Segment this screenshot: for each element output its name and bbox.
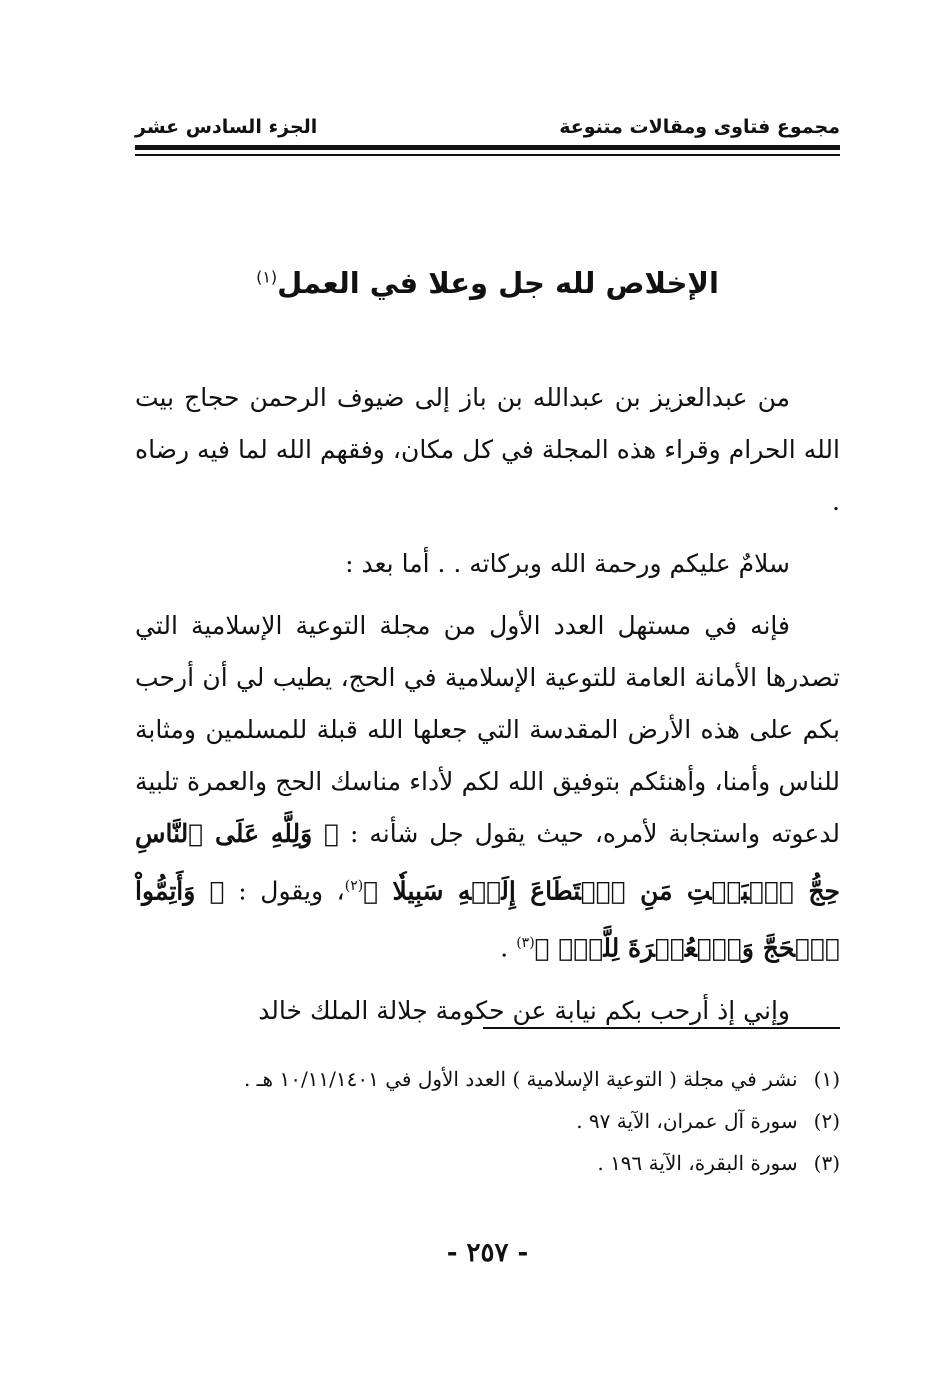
footnote-item <box>135 1060 840 1098</box>
quran-verse-1: ﴿ وَلِلَّهِ عَلَى ٱلنَّاسِ حِجُّ ٱلۡبَيۡتِ مَنِ ٱسۡتَطَاعَ إِلَيۡهِ سَبِيلٗا ﴾ <box>135 819 840 906</box>
footnote-item <box>135 1102 840 1140</box>
footnote-number: (٢) <box>813 1109 840 1133</box>
header-rule-thin <box>135 154 840 156</box>
footnote-mark-2: (٢) <box>344 878 364 894</box>
title-footnote-mark: (١) <box>256 267 278 287</box>
paragraph-welcome <box>135 600 840 975</box>
paragraph-welcome-text: فإنه في مستهل العدد الأول من مجلة التوعية الإسلامية التي تصدرها الأمانة العامة للتوعية الإسلامية في الحج، يطيب لي أن أرحب بكم على هذه الأرض المقدسة التي جعلها الله قبلة للمسلمين ومثابة للناس وأمنا، وأهنئكم بتوفيق الله لكم لأداء مناسك الحج والعمرة تلبية لدعوته واستجابة لأمره، حيث يقول جل شأنه : <box>135 611 841 848</box>
footnote-number: (١) <box>813 1067 840 1091</box>
footnote-text: سورة آل عمران، الآية ٩٧ . <box>576 1109 798 1133</box>
footnote-mark-3: (٣) <box>516 935 535 952</box>
footnote-number: (٣) <box>813 1151 840 1175</box>
footnotes <box>135 1060 840 1186</box>
footnote-text: سورة البقرة، الآية ١٩٦ . <box>597 1151 798 1175</box>
paragraph-welcome-end: . <box>500 933 517 963</box>
article-title <box>135 266 840 300</box>
footnote-item <box>135 1144 840 1182</box>
paragraph-salutation: من عبدالعزيز بن عبدالله بن باز إلى ضيوف الرحمن حجاج بيت الله الحرام وقراء هذه المجلة في كل مكان، وفقهم الله لما فيه رضاه . <box>135 383 840 516</box>
running-header <box>135 112 840 142</box>
article-title-text: الإخلاص لله جل وعلا في العمل <box>277 266 719 301</box>
footnote-separator <box>483 1027 840 1029</box>
quran-verse-2: ﴿ وَأَتِمُّواْ ٱلۡحَجَّ وَٱلۡعُمۡرَةَ لِلَّهِۚ ﴾ <box>135 876 840 963</box>
footnote-text: نشر في مجلة ( التوعية الإسلامية ) العدد الأول في ١٠/١١/١٤٠١ هـ . <box>243 1067 798 1091</box>
page-number: - ٢٥٧ - <box>446 1238 529 1268</box>
paragraph-greeting: سلامٌ عليكم ورحمة الله وبركاته . . أما بعد : <box>345 549 790 578</box>
paragraph-welcome-connector: ، ويقول : <box>224 876 345 906</box>
paragraph-continuation: وإني إذ أرحب بكم نيابة عن حكومة جلالة الملك خالد <box>258 995 790 1025</box>
article-body <box>135 372 840 1047</box>
header-volume: الجزء السادس عشر <box>135 116 318 138</box>
header-book-title: مجموع فتاوى ومقالات متنوعة <box>559 116 840 138</box>
header-rule-thick <box>135 145 840 150</box>
